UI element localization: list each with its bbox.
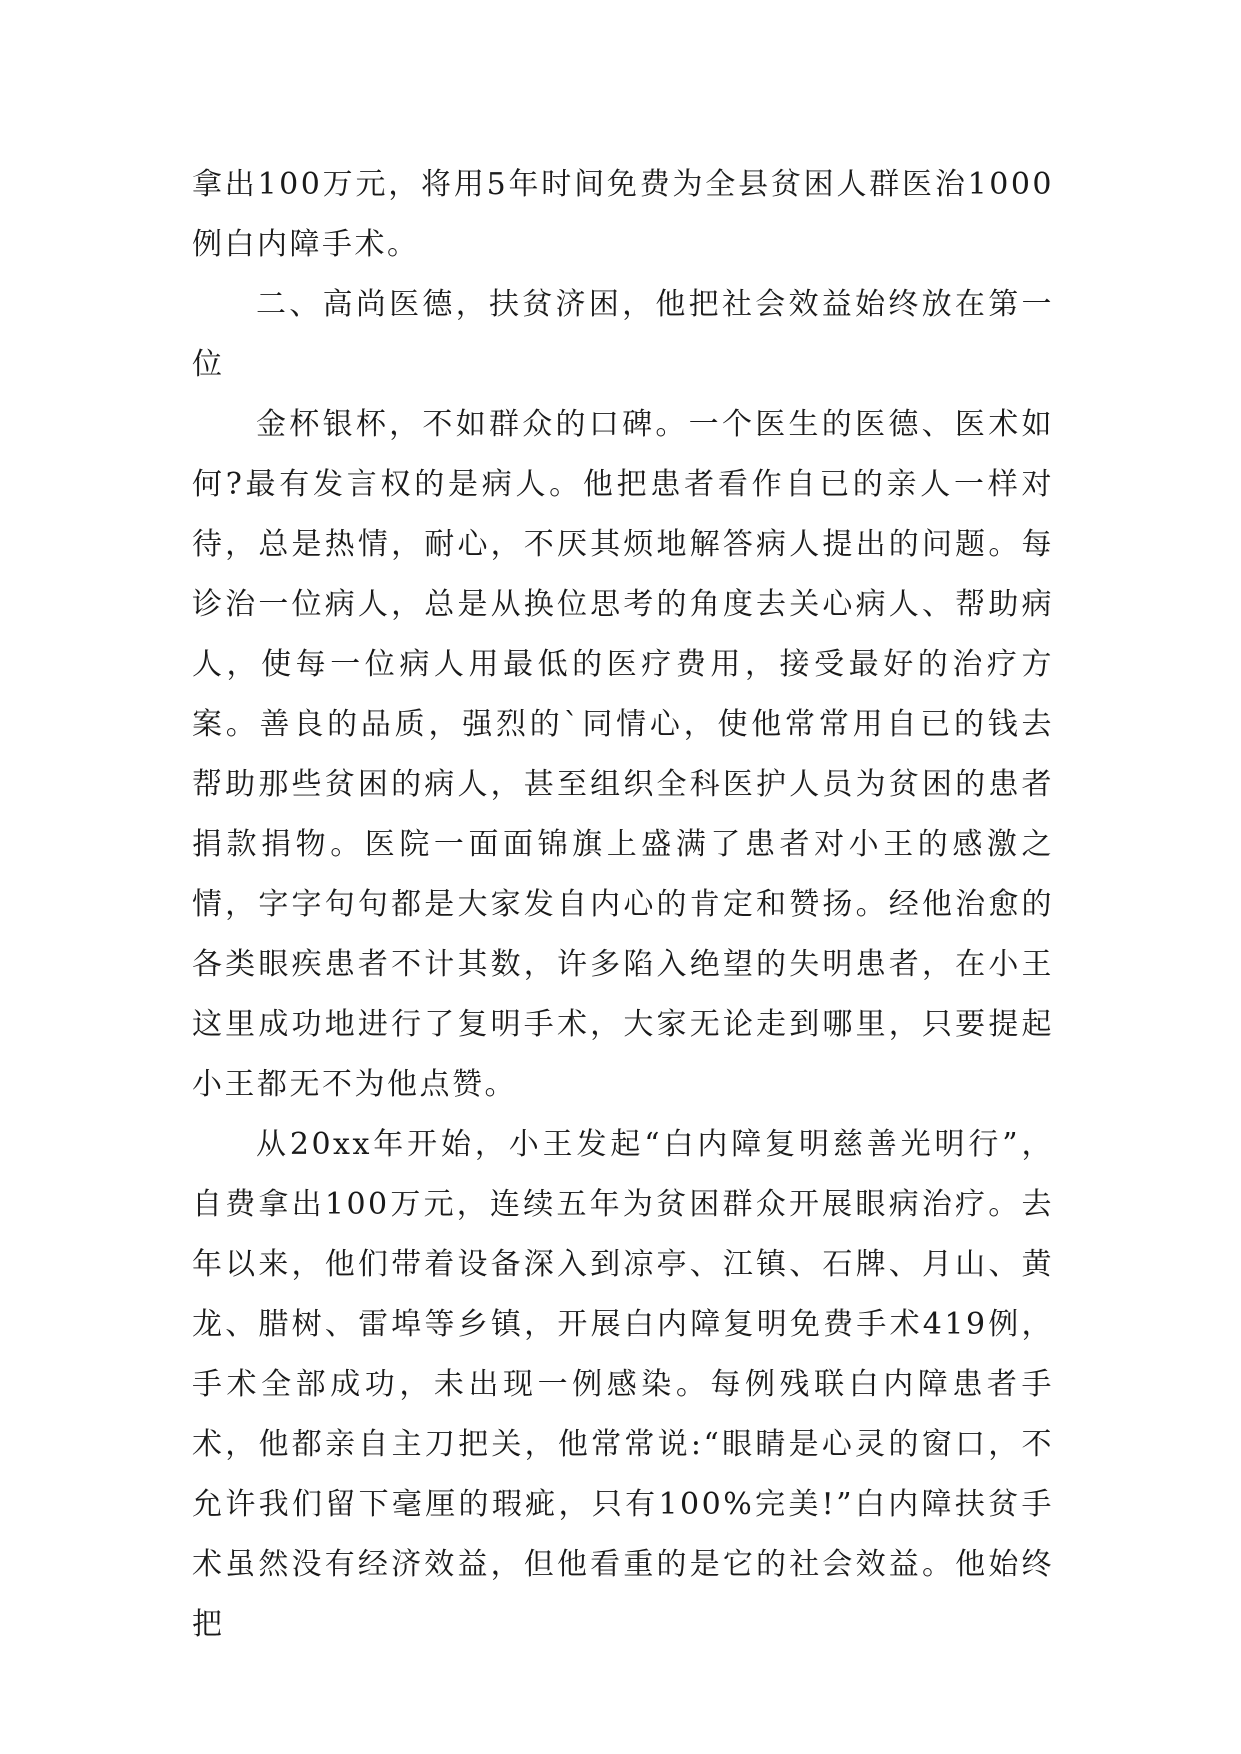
paragraph-4: 从20xx年开始，小王发起“白内障复明慈善光明行”，自费拿出100万元，连续五年为贫困群众开展眼病治疗。去年以来，他们带着设备深入到凉亭、江镇、石牌、月山、黄龙、腊树、雷埠等乡镇，开展白内障复明免费手术419例，手术全部成功，未出现一例感染。每例残联白内障患者手术，他都亲自主刀把关，他常常说:“眼睛是心灵的窗口，不允许我们留下毫厘的瑕疵，只有100%完美!”白内障扶贫手术虽然没有经济效益，但他看重的是它的社会效益。他始终把 [192,1127,1054,1642]
section-heading-2: 二、高尚医德，扶贫济困，他把社会效益始终放在第一位 [192,287,1054,382]
paragraph-1: 拿出100万元，将用5年时间免费为全县贫困人群医治1000例白内障手术。 [192,167,1054,262]
document-body [192,155,1054,1655]
paragraph-3: 金杯银杯，不如群众的口碑。一个医生的医德、医术如何?最有发言权的是病人。他把患者看作自已的亲人一样对待，总是热情，耐心，不厌其烦地解答病人提出的问题。每诊治一位病人，总是从换位思考的角度去关心病人、帮助病人，使每一位病人用最低的医疗费用，接受最好的治疗方案。善良的品质，强烈的`同情心，使他常常用自已的钱去帮助那些贫困的病人，甚至组织全科医护人员为贫困的患者捐款捐物。医院一面面锦旗上盛满了患者对小王的感激之情，字字句句都是大家发自内心的肯定和赞扬。经他治愈的各类眼疾患者不计其数，许多陷入绝望的失明患者，在小王这里成功地进行了复明手术，大家无论走到哪里，只要提起小王都无不为他点赞。 [192,407,1054,1102]
